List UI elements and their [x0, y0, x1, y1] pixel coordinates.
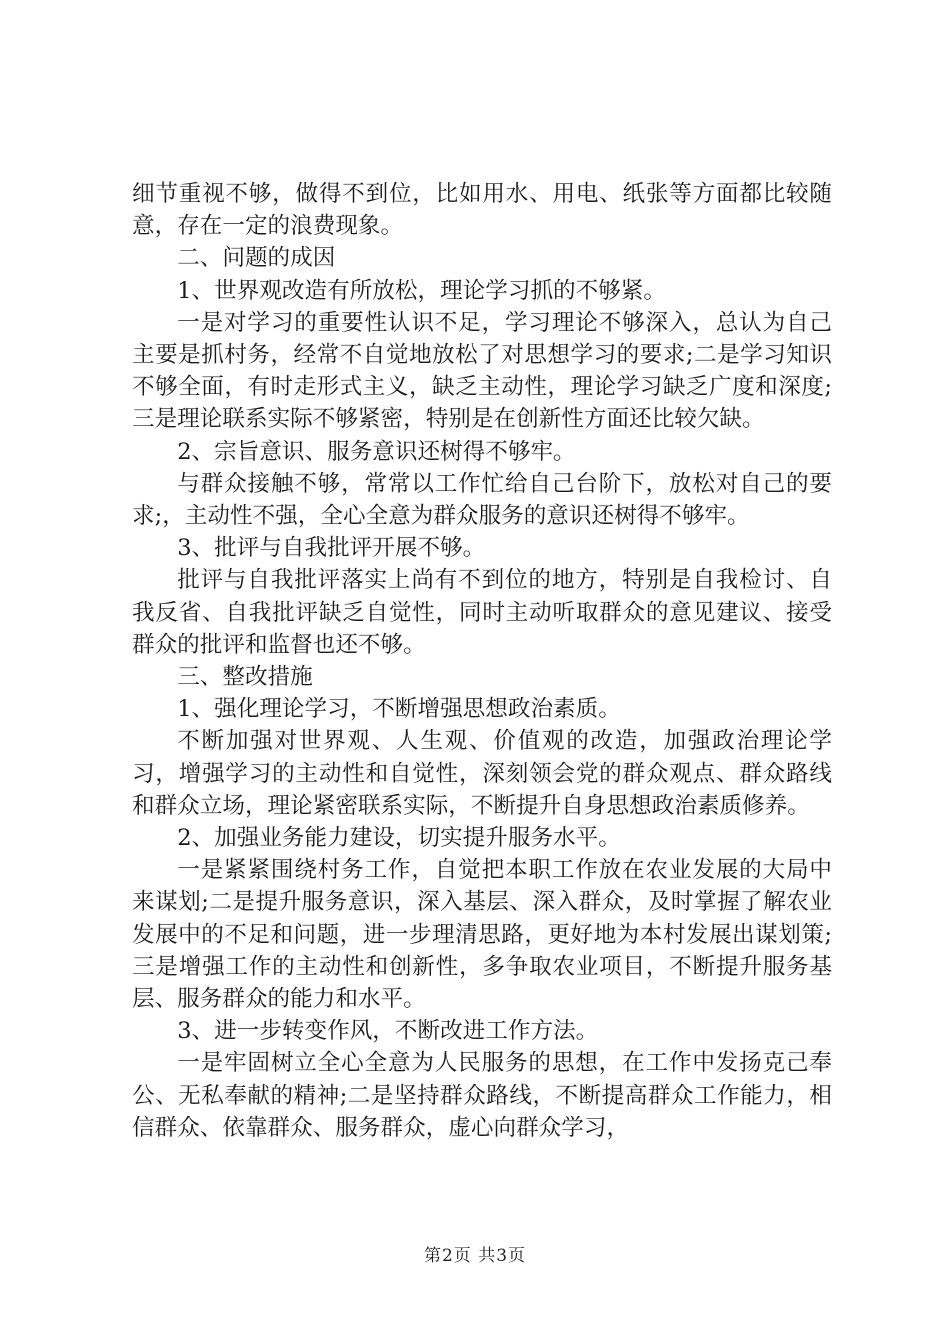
paragraph-measure-3: 一是牢固树立全心全意为人民服务的思想，在工作中发扬克己奉公、无私奉献的精神;二是坚持群众路线，不断提高群众工作能力，相信群众、依靠群众、服务群众，虚心向群众学习， [132, 1050, 832, 1141]
page-number-footer: 第2页 共3页 [423, 1246, 527, 1266]
subheading-measure-2: 2、加强业务能力建设，切实提升服务水平。 [177, 825, 621, 852]
paragraph-cause-1: 一是对学习的重要性认识不足，学习理论不够深入，总认为自己主要是抓村务，经常不自觉地放松了对思想学习的要求;二是学习知识不够全面，有时走形式主义，缺乏主动性，理论学习缺乏广度和深度;三是理论联系实际不够紧密，特别是在创新性方面还比较欠缺。 [132, 309, 832, 433]
paragraph-measure-1: 不断加强对世界观、人生观、价值观的改造，加强政治理论学习，增强学习的主动性和自觉性，深刻领会党的群众观点、群众路线和群众立场，理论紧密联系实际，不断提升自身思想政治素质修养。 [132, 728, 832, 819]
paragraph-measure-2: 一是紧紧围绕村务工作，自觉把本职工作放在农业发展的大局中来谋划;二是提升服务意识，深入基层、深入群众，及时掌握了解农业发展中的不足和问题，进一步理清思路，更好地为本村发展出谋划策;三是增强工作的主动性和创新性，多争取农业项目，不断提升服务基层、服务群众的能力和水平。 [132, 857, 832, 1013]
document-body [132, 178, 832, 1144]
paragraph-1: 细节重视不够，做得不到位，比如用水、用电、纸张等方面都比较随意，存在一定的浪费现象。 [132, 181, 832, 240]
subheading-measure-3: 3、进一步转变作风，不断改进工作方法。 [177, 1018, 599, 1045]
section-heading-measures: 三、整改措施 [177, 664, 313, 691]
subheading-measure-1: 1、强化理论学习，不断增强思想政治素质。 [177, 696, 621, 723]
section-heading-causes: 二、问题的成因 [177, 245, 336, 272]
subheading-cause-1: 1、世界观改造有所放松，理论学习抓的不够紧。 [177, 277, 667, 304]
subheading-cause-3: 3、批评与自我批评开展不够。 [177, 535, 486, 562]
subheading-cause-2: 2、宗旨意识、服务意识还树得不够牢。 [177, 438, 576, 465]
paragraph-cause-2: 与群众接触不够，常常以工作忙给自己台阶下，放松对自己的要求;，主动性不强，全心全意为群众服务的意识还树得不够牢。 [132, 470, 832, 530]
paragraph-cause-3: 批评与自我批评落实上尚有不到位的地方，特别是自我检讨、自我反省、自我批评缺乏自觉性，同时主动听取群众的意见建议、接受群众的批评和监督也还不够。 [132, 567, 832, 658]
